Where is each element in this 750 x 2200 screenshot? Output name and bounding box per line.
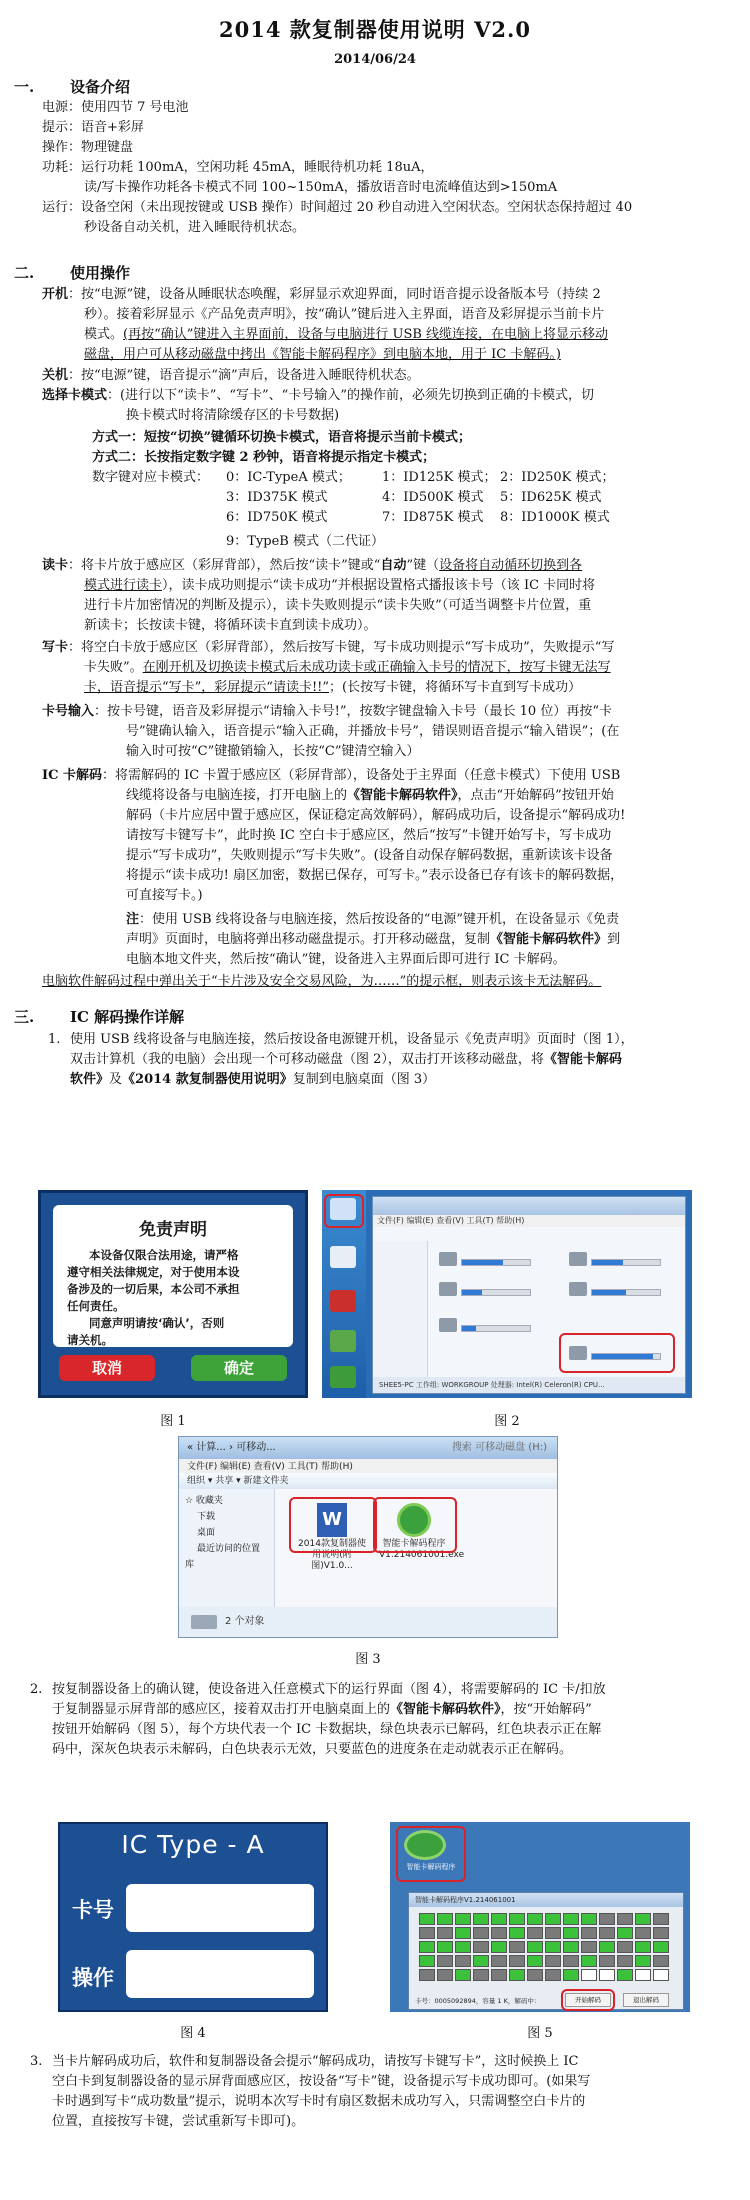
figure-3-caption: 图 3 [355,1652,381,1667]
data-block [437,1955,453,1967]
ic-decode-line-4: 请按写卡键写卡”，此时换 IC 空白卡于感应区，然后“按写”卡键开始写卡，写卡成功 [126,828,612,843]
disclaimer-title: 免责声明 [139,1220,207,1240]
start-decode-button[interactable]: 开始解码 [565,1993,611,2007]
power-on-note: (再按“确认”键进入主界面前，设备与电脑进行 USB 线缆连接，在电脑上将显示移动 [123,327,609,342]
drive-usage-fill [462,1290,482,1295]
data-block [599,1927,615,1939]
drive-usage-bar [461,1289,531,1296]
mode-7: 7：ID875K 模式 [382,510,484,525]
data-block [527,1941,543,1953]
navigation-pane [179,1489,275,1607]
read-auto: 自动 [380,558,407,573]
highlight-manual-file [289,1497,377,1553]
drive-usage-bar [591,1289,661,1296]
data-block [527,1955,543,1967]
read-text-2: ），读卡成功则提示“读卡成功”并根据设置格式播报该卡号（该 IC 卡同时将 [162,578,596,593]
select-mode-label: 选择卡模式 [42,388,108,403]
data-block [509,1927,525,1939]
data-block [473,1927,489,1939]
drive-f[interactable] [569,1279,661,1301]
data-block [527,1927,543,1939]
word-document-icon: W [317,1503,347,1537]
app-icon[interactable] [330,1330,356,1352]
power-on-line-2: 秒）。接着彩屏显示《产品免责声明》，按“确认”键后进入主界面，语音及彩屏提示当前卡片 [84,307,605,322]
data-block [419,1913,435,1925]
power-on-para [42,285,601,305]
card-mode-header: IC Type - A [121,1830,265,1859]
drive-usage-bar [591,1259,661,1266]
operation-label: 操作 [72,1966,114,1990]
data-block [563,1955,579,1967]
step-1-and: 及 [109,1072,123,1087]
read-card-line-4: 新读卡；长按读卡键，将循环读卡直到读卡成功）。 [84,618,377,633]
ic-decode-label: IC 卡解码 [42,768,102,783]
step-1-manual-name: 《2014 款复制器使用说明》 [122,1072,293,1087]
write-note-2: 卡，语音提示“写卡”，彩屏提示“请读卡!!” [84,680,330,695]
write-text-3: ；(长按写卡键，将循环写卡直到写卡成功） [329,680,582,695]
data-block [491,1969,507,1981]
ic-decode-line-7: 可直接写卡。) [126,888,203,903]
power-on-text-a: 模式。 [84,327,124,342]
drive-usage-fill [592,1260,623,1265]
write-card-line-2 [84,658,611,678]
exit-decode-button[interactable]: 退出解码 [623,1993,669,2007]
figure-4-device-screen [58,1822,328,2012]
data-block [509,1913,525,1925]
read-card-para [42,556,582,576]
figure-2-caption: 图 2 [494,1414,520,1429]
data-block [455,1941,471,1953]
highlight-decoder-app [396,1826,466,1882]
section-title: 设备介绍 [70,78,131,96]
step-1-text-3d: 复制到电脑桌面（图 3） [292,1072,436,1087]
step-3-line-2: 空白卡到复制器设备的显示屏背面感应区，按设备“写卡”键，设备提示写卡成功即可。(如果写 [52,2074,591,2089]
intro-running: 运行：设备空闲（未出现按键或 USB 操作）时间超过 20 秒自动进入空闲状态。空闲状态保持超过 40 [42,200,633,215]
drive-usage-bar [461,1325,531,1332]
intro-power: 电源：使用四节 7 号电池 [42,100,189,115]
write-text: ：将空白卡放于感应区（彩屏背部），然后按写卡键，写卡成功则提示“写卡成功”，失败提示“写 [68,640,615,655]
shield-icon[interactable] [330,1366,356,1388]
drive-usage-fill [462,1260,503,1265]
data-block [599,1955,615,1967]
data-block [635,1927,651,1939]
read-card-line-3: 进行卡片加密情况的判断及提示），读卡失败则提示“读卡失败”（可适当调整卡片位置，重 [84,598,592,613]
navigation-pane [373,1241,428,1377]
desktop-sidebar [322,1190,366,1398]
decoder-file-name: 智能卡解码程序V1.214061001.exe [379,1539,465,1560]
data-block [635,1913,651,1925]
intro-consumption: 功耗：运行功耗 100mA，空闲功耗 45mA，睡眠待机功耗 18uA， [42,160,434,175]
data-block [581,1941,597,1953]
dvd-drive[interactable] [439,1315,531,1337]
data-block [563,1941,579,1953]
section-number: 二. [14,264,35,282]
confirm-button[interactable]: 确定 [191,1355,287,1381]
data-block [527,1969,543,1981]
step-1-software-end: 软件》 [70,1072,110,1087]
note-line-2 [126,930,620,950]
data-block [473,1913,489,1925]
ic-decode-text: ：将需解码的 IC 卡置于感应区（彩屏背部），设备处于主界面（任意卡模式）下使用 USB [101,768,621,783]
note-text-2c: 到 [607,932,621,947]
section-1-heading [14,76,130,97]
step-3-line-4: 位置，直接按写卡键，尝试重新写卡即可)。 [52,2114,305,2129]
ic-software-name: 《智能卡解码软件》 [347,788,458,803]
intro-operation: 操作：物理键盘 [42,140,134,155]
document-date: 2014/06/24 [334,52,416,67]
usb-drive-icon [191,1615,217,1629]
window-titlebar [373,1197,685,1215]
window-status-bar: SHEE5-PC 工作组: WORKGROUP 处理器: Intel(R) Celeron(R) CPU... [373,1377,685,1393]
read-auto-note: 设备将自动循环切换到各 [439,558,583,573]
section-2-heading [14,262,130,283]
data-block [437,1927,453,1939]
data-block [599,1969,615,1981]
data-block [473,1941,489,1953]
data-block [545,1913,561,1925]
decoder-app-label: 智能卡解码程序 [406,1863,456,1871]
drive-usage-fill [462,1326,476,1331]
data-block [509,1969,525,1981]
data-block [437,1913,453,1925]
data-block [635,1955,651,1967]
drive-d[interactable] [569,1249,661,1271]
data-block [617,1941,633,1953]
mode-5: 5：ID625K 模式 [500,490,602,505]
ic-decode-line-2 [126,786,614,806]
data-block [455,1969,471,1981]
power-on-line-3 [84,325,608,345]
data-block [617,1913,633,1925]
intro-consumption-2: 读/写卡操作功耗各卡模式不同 100~150mA，播放语音时电流峰值达到>150mA [84,180,558,195]
data-block [473,1955,489,1967]
data-block [491,1927,507,1939]
mode-8: 8：ID1000K 模式 [500,510,610,525]
intro-prompt: 提示：语音+彩屏 [42,120,144,135]
note-label: 注 [126,912,140,927]
data-block [581,1927,597,1939]
step-2-text-2a: 于复制器显示屏背部的感应区，接着双击打开电脑桌面上的 [52,1702,391,1717]
note-software-name: 《智能卡解码软件》 [490,932,608,947]
power-off-text: ：按“电源”键，语音提示“滴”声后，设备进入睡眠待机状态。 [68,368,420,383]
figure-5-caption: 图 5 [527,2026,553,2041]
nav-item[interactable]: 下载 [197,1512,216,1522]
card-number-field [126,1884,314,1932]
write-text-2a: 卡失败”。 [84,660,143,675]
read-card-label: 读卡 [42,558,69,573]
data-block [545,1941,561,1953]
data-block [509,1941,525,1953]
figure-3-removable-disk-window [178,1436,558,1638]
write-card-label: 写卡 [42,640,69,655]
data-block [599,1913,615,1925]
data-block [653,1941,669,1953]
section-3-heading [14,1006,184,1027]
pdf-icon[interactable] [330,1290,356,1312]
mode-6: 6：ID750K 模式 [226,510,328,525]
desktop-icon[interactable] [330,1246,356,1268]
intro-running-2: 秒设备自动关机，进入睡眠待机状态。 [84,220,306,235]
data-block [617,1927,633,1939]
window-menu[interactable]: 文件(F) 编辑(E) 查看(V) 工具(T) 帮助(H) [179,1459,557,1473]
operation-field [126,1950,314,1998]
section-number: 一. [14,78,35,96]
data-block [635,1969,651,1981]
card-input-line-2: 号”键确认输入，语音提示“输入正确，并播放卡号”，错误则语音提示“输入错误”；(在 [126,724,620,739]
disclaimer-line: 备涉及的一切后果，本公司不承担 [67,1282,240,1296]
power-on-label: 开机 [42,287,69,302]
mode-2: 2：ID250K 模式； [500,470,615,485]
data-block [419,1969,435,1981]
step-3-line-3: 卡时遇到写卡“成功数量”提示，说明本次写卡时有扇区数据未成功写入，只需调整空白卡片的 [52,2094,586,2109]
data-block [545,1969,561,1981]
drive-icon [439,1282,457,1296]
data-block [653,1927,669,1939]
ic-decode-line-6: 将提示“读卡成功! 扇区加密，数据已保存，可写卡。”表示设备已存有该卡的解码数据， [126,868,624,883]
figure-1-disclaimer-screen [38,1190,308,1398]
highlight-decoder-file [373,1497,457,1553]
dvd-icon [439,1318,457,1332]
drive-c[interactable] [439,1249,531,1271]
window-toolbar[interactable]: 组织 ▾ 共享 ▾ 新建文件夹 [179,1473,557,1489]
step-1-text-2a: 双击计算机（我的电脑）会出现一个可移动磁盘（图 2），双击打开该移动磁盘，将 [70,1052,544,1067]
data-block [491,1955,507,1967]
figure-1-caption: 图 1 [160,1414,186,1429]
disclaimer-text [67,1247,283,1349]
mode-1: 1：ID125K 模式； [382,470,497,485]
explorer-window [372,1196,686,1394]
step-2-line-2 [52,1700,592,1720]
disclaimer-line: 同意声明请按‘确认’，否则 [89,1316,225,1330]
data-block [545,1927,561,1939]
note-para [126,910,619,930]
read-text-a: ：将卡片放于感应区（彩屏背部），然后按“读卡”键或“ [68,558,381,573]
drive-usage-bar [461,1259,531,1266]
highlight-start-button [561,1989,615,2011]
power-on-line-4: 磁盘，用户可从移动磁盘中拷出《智能卡解码程序》到电脑本地，用于 IC 卡解码。) [84,347,561,362]
write-card-para [42,638,614,658]
data-block [419,1927,435,1939]
data-block [437,1969,453,1981]
data-block [581,1913,597,1925]
data-block [491,1941,507,1953]
step-2-line-4: 码中，深灰色块表示未解码，白色块表示无效，只要蓝色的进度条在走动就表示正在解码。 [52,1742,573,1757]
read-auto-note-2: 模式进行读卡 [84,578,163,593]
drive-e[interactable] [439,1279,531,1301]
cancel-button[interactable]: 取消 [59,1355,155,1381]
write-card-line-3 [84,678,581,698]
ic-decode-line-3: 解码（卡片应居中置于感应区，保证稳定高效解码），解码成功后，设备提示“解码成功! [126,808,626,823]
data-block [563,1927,579,1939]
note-text: ：使用 USB 线将设备与电脑连接，然后按设备的“电源”键开机，在设备显示《免责 [139,912,619,927]
drive-usage-fill [592,1290,626,1295]
drive-icon [569,1252,587,1266]
highlight-computer-icon [324,1194,364,1228]
data-block [617,1955,633,1967]
data-block [653,1913,669,1925]
data-block [491,1913,507,1925]
highlight-removable-disk [559,1333,675,1373]
disclaimer-line: 本设备仅限合法用途，请严格 [89,1248,239,1262]
step-3-line-1: 当卡片解码成功后，软件和复制器设备会提示“解码成功，请按写卡键写卡”，这时候换上 IC [52,2054,579,2069]
step-2-number: 2. [30,1682,43,1697]
card-input-text: ：按卡号键，语音及彩屏提示“请输入卡号!”，按数字键盘输入卡号（最长 10 位）再按“卡 [94,704,612,719]
nav-item[interactable]: 最近访问的位置 [197,1544,261,1554]
data-block [653,1955,669,1967]
data-block [527,1913,543,1925]
data-block [455,1913,471,1925]
card-input-line-3: 输入时可按“C”键撤销输入，长按“C”键清空输入） [126,744,420,759]
section-title: 使用操作 [70,264,131,282]
nav-item[interactable]: 库 [185,1560,195,1570]
document-title: 2014 款复制器使用说明 V2.0 [219,17,531,42]
step-2-software: 《智能卡解码软件》 [390,1702,501,1717]
step-1-line-1: 使用 USB 线将设备与电脑连接，然后按设备电源键开机，设备显示《免责声明》页面时（图 1）， [70,1032,634,1047]
figure-2-computer-window [322,1190,692,1398]
data-block [563,1969,579,1981]
card-input-para [42,702,612,722]
disclaimer-card [53,1205,293,1347]
window-titlebar [179,1437,557,1459]
figure-4-caption: 图 4 [180,2026,206,2041]
keymap-intro: 数字键对应卡模式： [92,470,210,485]
data-block [653,1969,669,1981]
data-block [563,1913,579,1925]
select-mode-line-2: 换卡模式时将清除缓存区的卡号数据) [126,408,340,423]
ic-text-2c: ，点击“开始解码”按钮开始 [457,788,614,803]
step-1-line-2 [70,1050,622,1070]
decoder-window-title: 智能卡解码程序V1.214061001 [409,1893,683,1907]
decoder-status: 卡号：0005092894，容量 1 K，解码中： [415,1997,541,2005]
drive-icon [439,1252,457,1266]
select-mode-para [42,386,594,406]
step-3-number: 3. [30,2054,43,2069]
power-off-para [42,366,420,386]
disclaimer-line: 任何责任。 [67,1299,125,1313]
read-card-line-2 [84,576,595,596]
section-number: 三. [14,1008,35,1026]
window-menu[interactable]: 文件(F) 编辑(E) 查看(V) 工具(T) 帮助(H) [373,1215,685,1227]
data-block [545,1955,561,1967]
window-status-bar: 2 个对象 [179,1607,557,1637]
data-block [455,1955,471,1967]
nav-item[interactable]: 桌面 [197,1528,216,1538]
mode-3: 3：ID375K 模式 [226,490,328,505]
disclaimer-line: 请关机。 [67,1333,113,1347]
power-off-label: 关机 [42,368,69,383]
data-block [599,1941,615,1953]
data-block [617,1969,633,1981]
step-1-line-3 [70,1070,435,1090]
window-title: « 计算... › 可移动... [187,1442,276,1453]
figure-5-decoder-software [390,1822,690,2012]
ic-text-2a: 线缆将设备与电脑连接，打开电脑上的 [126,788,348,803]
note-line-3: 电脑本地文件夹，然后按“确认”键，设备进入主界面后即可进行 IC 卡解码。 [126,952,566,967]
method-1: 方式一：短按“切换”键循环切换卡模式，语音将提示当前卡模式； [92,430,471,445]
data-block [419,1955,435,1967]
data-block [581,1969,597,1981]
data-block [455,1927,471,1939]
step-2-line-1: 按复制器设备上的确认键，使设备进入任意模式下的运行界面（图 4），将需要解码的 IC 卡/扣放 [52,1682,606,1697]
mode-0: 0：IC-TypeA 模式； [226,470,351,485]
select-mode-text: ：(进行以下“读卡”、“写卡”、“卡号输入”的操作前，必须先切换到正确的卡模式，切 [107,388,594,403]
write-note: 在刚开机及切换读卡模式后未成功读卡或正确输入卡号的情况下，按写卡键无法写 [142,660,611,675]
search-box[interactable]: 搜索 可移动磁盘 (H:) [451,1442,547,1453]
data-block [581,1955,597,1967]
data-block [437,1941,453,1953]
data-block [509,1955,525,1967]
card-input-label: 卡号输入 [42,704,95,719]
power-on-text: ：按“电源”键，设备从睡眠状态唤醒，彩屏显示欢迎界面，同时语音提示设备版本号（持续 2 [68,287,601,302]
nav-item[interactable]: ☆ 收藏夹 [185,1496,223,1506]
mode-9: 9：TypeB 模式（二代证） [226,534,384,549]
manual-file-name: 2014款复制器使用说明(附图)V1.0... [298,1539,366,1571]
data-block [473,1969,489,1981]
ic-decode-para [42,766,620,786]
step-2-text-2c: ，按“开始解码” [500,1702,592,1717]
method-2: 方式二：长按指定数字键 2 秒钟，语音将提示指定卡模式； [92,450,436,465]
step-2-line-3: 按钮开始解码（图 5），每个方块代表一个 IC 卡数据块，绿色块表示已解码，红色块表示正在解 [52,1722,602,1737]
data-block [419,1941,435,1953]
disclaimer-line: 遵守相关法律规定，对于使用本设 [67,1265,240,1279]
warning-line: 电脑软件解码过程中弹出关于“卡片涉及安全交易风险，为……”的提示框，则表示该卡无法解码。 [42,974,602,989]
decoder-window [408,1892,684,2010]
section-title: IC 解码操作详解 [70,1008,185,1026]
ic-decode-line-5: 提示“写卡成功”，失败则提示“写卡失败”。(设备自动保存解码数据，重新读该卡设备 [126,848,613,863]
note-text-2a: 声明》页面时，电脑将弹出移动磁盘提示。打开移动磁盘，复制 [126,932,491,947]
card-number-label: 卡号 [72,1898,114,1922]
step-1-software: 《智能卡解码 [543,1052,622,1067]
drive-icon [569,1282,587,1296]
data-block [635,1941,651,1953]
mode-4: 4：ID500K 模式 [382,490,484,505]
step-1-number: 1. [48,1032,61,1047]
read-text-c: ”键（ [406,558,440,573]
